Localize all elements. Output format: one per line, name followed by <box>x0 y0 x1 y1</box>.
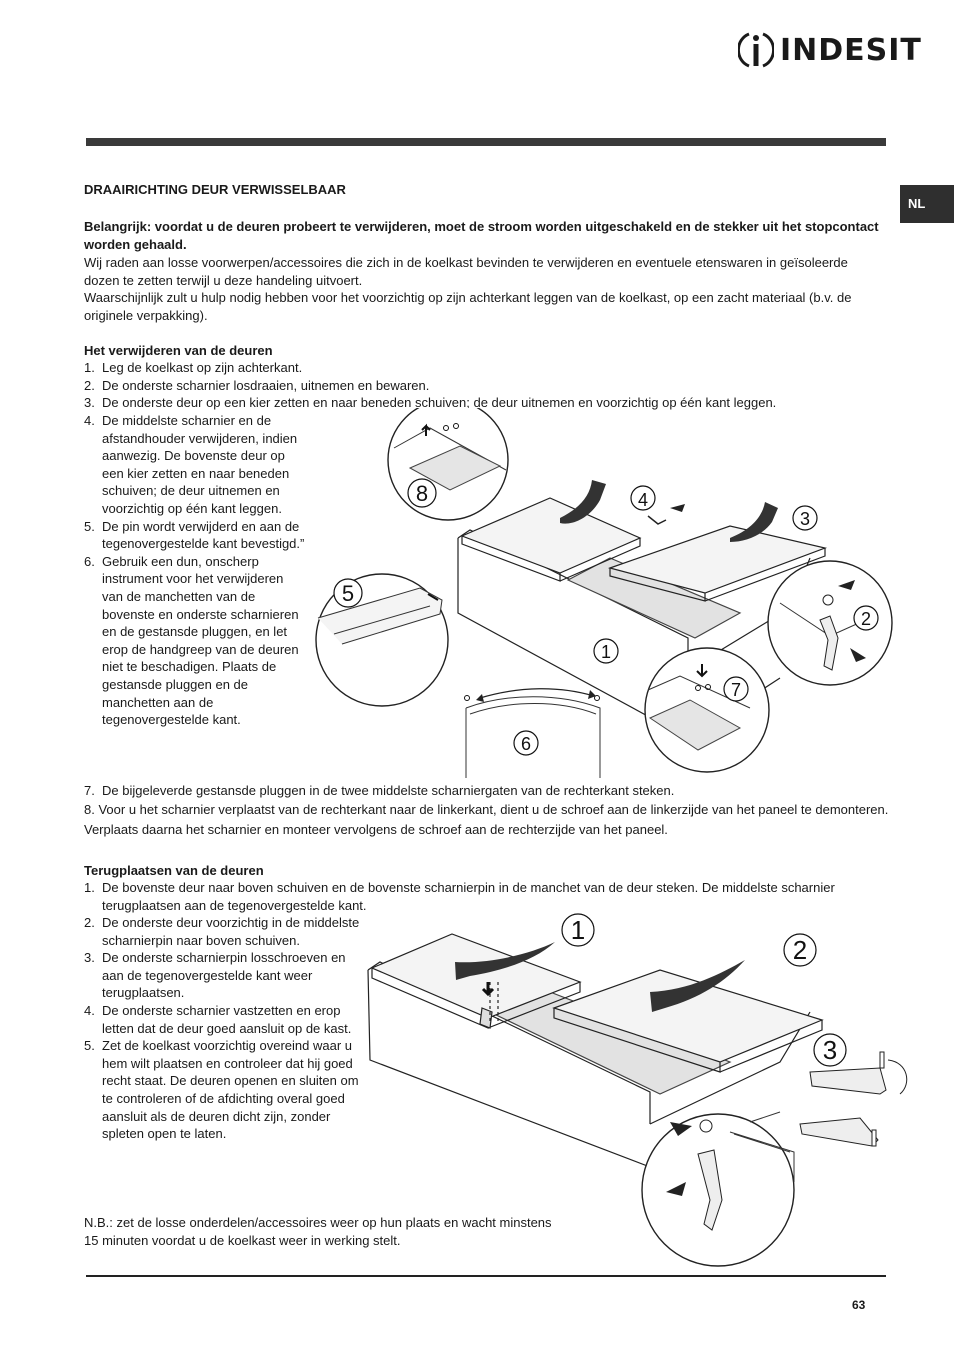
svg-text:1: 1 <box>600 642 612 662</box>
step-label-4 <box>631 486 655 510</box>
svg-text:2: 2 <box>792 935 808 965</box>
refit-label-2 <box>784 934 816 966</box>
list-item: 4. De middelste scharnier en de afstandhouder verwijderen, indien aanwezig. De bovenste deur op een kier zetten en naar beneden schuiven; de deur uitnemen en voorzichtig op één kant leggen. <box>84 413 298 516</box>
svg-text:6: 6 <box>520 734 532 754</box>
refit-title: Terugplaatsen van de deuren <box>84 863 264 878</box>
section-title: DRAAIRICHTING DEUR VERWISSELBAAR <box>84 182 346 197</box>
footer-rule <box>86 1275 886 1277</box>
list-item: 8. Voor u het scharnier verplaatst van de rechterkant naar de linkerkant, dient u de schroef aan de linkerzijde van het paneel te demonteren. Verplaats daarna het scharnier en monteer vervolgens de schroef aan de rechterzijde van het paneel. <box>84 801 889 837</box>
removal-steps-tail <box>84 782 890 840</box>
svg-text:7: 7 <box>730 680 742 700</box>
removal-title: Het verwijderen van de deuren <box>84 343 273 358</box>
list-item: 6. Gebruik een dun, onscherp instrument voor het verwijderen van de manchetten van de bovenste en onderste scharnieren en de gestansde pluggen, en let erop de handgreep van de deuren niet te beschadigen. Plaats de gestansde pluggen en de manchetten aan de tegenovergestelde kant. <box>84 553 299 728</box>
step-label-1 <box>594 639 618 663</box>
brand-logo <box>738 30 922 70</box>
refit-label-3 <box>814 1034 846 1066</box>
indesit-logo-icon <box>738 30 774 70</box>
svg-text:1: 1 <box>570 915 586 945</box>
refit-label-1 <box>562 914 594 946</box>
list-item: 7. De bijgeleverde gestansde pluggen in de twee middelste scharniergaten van de rechterkant steken. <box>84 783 675 798</box>
svg-text:2: 2 <box>860 609 872 629</box>
svg-text:4: 4 <box>637 490 649 510</box>
list-item: 1. Leg de koelkast op zijn achterkant. <box>84 360 303 375</box>
step-label-3 <box>793 506 817 530</box>
list-item: 5. Zet de koelkast voorzichtig overeind waar u hem wilt plaatsen en controleer dat hij goed recht staat. De deuren openen en sluiten om te controleren of de afdichting overal goed aansluit als de deuren dicht zijn, zonder spleten open te laten. <box>84 1038 359 1142</box>
language-tab: NL <box>900 185 954 223</box>
svg-text:3: 3 <box>822 1035 838 1065</box>
svg-text:8: 8 <box>415 481 429 506</box>
step-label-7 <box>724 677 748 701</box>
step-label-2 <box>854 606 878 630</box>
list-item: 3. De onderste scharnierpin losschroeven en aan de tegenovergestelde kant weer terugplaatsen. <box>84 950 346 1001</box>
svg-text:3: 3 <box>799 509 811 529</box>
refit-illustration <box>360 912 920 1267</box>
refit-steps-narrow <box>84 914 362 1143</box>
header-rule <box>86 138 886 146</box>
intro-paragraph-1: Wij raden aan losse voorwerpen/accessoires die zich in de koelkast bevinden te verwijderen en eventuele etenswaren in geïsoleerde dozen te zetten terwijl u deze handeling uitvoert. <box>84 255 848 288</box>
list-item: 4. De onderste scharnier vastzetten en erop letten dat de deur goed aansluit op de kast. <box>84 1002 352 1036</box>
refit-steps-full <box>84 879 886 914</box>
step-label-5 <box>334 579 362 607</box>
lift-arrow-icon <box>560 480 606 524</box>
note-text: N.B.: zet de losse onderdelen/accessoires weer op hun plaats en wacht minstens 15 minuten voordat u de koelkast weer in werking stelt. <box>84 1215 552 1248</box>
removal-steps-full <box>84 359 886 412</box>
important-text: Belangrijk: voordat u de deuren probeert te verwijderen, moet de stroom worden uitgeschakeld en de stekker uit het stopcontact worden gehaald. <box>84 219 879 252</box>
list-item: 1. De bovenste deur naar boven schuiven en de bovenste scharnierpin in de manchet van de deur steken. De middelste scharnier terugplaatsen aan de tegenovergestelde kant. <box>84 880 835 913</box>
svg-text:5: 5 <box>341 581 355 606</box>
removal-illustration <box>310 408 900 778</box>
removal-steps-narrow <box>84 412 306 729</box>
intro-important <box>84 218 886 253</box>
list-item: 5. De pin wordt verwijderd en aan de tegenovergestelde kant bevestigd.” <box>84 518 305 552</box>
list-item: 2. De onderste deur voorzichtig in de middelste scharnierpin naar boven schuiven. <box>84 915 360 948</box>
list-item: 3. De onderste deur op een kier zetten en naar beneden schuiven; de deur uitnemen en voorzichtig op één kant leggen. <box>84 395 777 411</box>
brand-name: INDESIT <box>780 32 922 68</box>
arrow-icon <box>670 504 685 512</box>
step-label-8 <box>408 479 436 507</box>
step-label-6 <box>514 731 538 755</box>
page-number: 63 <box>852 1298 866 1312</box>
intro-paragraph-2: Waarschijnlijk zult u hulp nodig hebben voor het voorzichtig op zijn achterkant leggen van de koelkast, op een zacht materiaal (b.v. de originele verpakking). <box>84 290 852 323</box>
list-item: 2. De onderste scharnier losdraaien, uitnemen en bewaren. <box>84 377 430 393</box>
